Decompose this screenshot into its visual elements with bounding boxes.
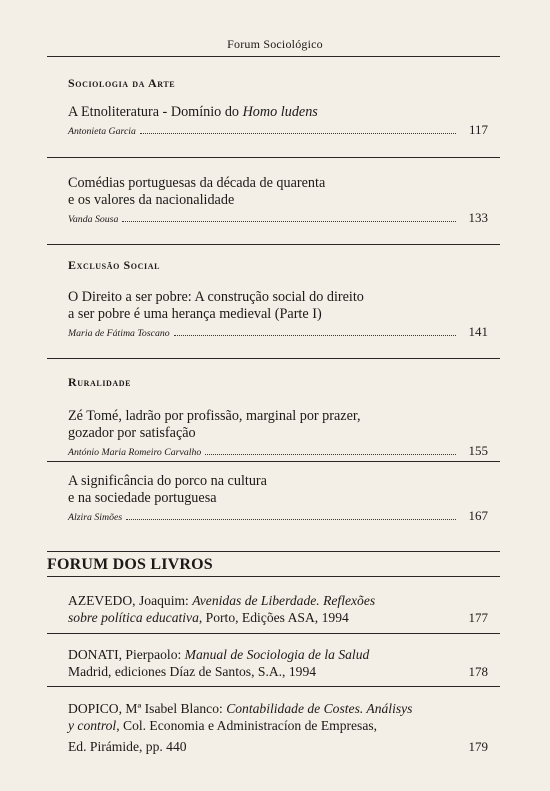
entry-page: 155 xyxy=(468,443,488,458)
book-review-entry[interactable] xyxy=(68,700,488,755)
book-author: DONATI, Pierpaolo: xyxy=(68,647,185,662)
entry-divider xyxy=(47,461,500,462)
forum-top-rule xyxy=(47,551,500,552)
forum-heading: FORUM DOS LIVROS xyxy=(47,556,213,573)
entry-divider xyxy=(47,157,500,158)
toc-entry[interactable] xyxy=(68,408,488,459)
entry-author: Alzira Simões xyxy=(68,512,123,523)
book-review-entry[interactable] xyxy=(68,646,488,680)
book-publisher: , Porto, Edições ASA, 1994 xyxy=(198,610,349,625)
book-title: Avenidas de Liberdade. Reflexões xyxy=(192,593,376,608)
entry-title: A significância do porco na cultura xyxy=(68,473,267,489)
section-divider xyxy=(47,358,500,359)
entry-title: A Etnoliteratura - Domínio do Homo ludens xyxy=(68,104,318,120)
dot-leader xyxy=(205,453,456,455)
book-title: Contabilidade de Costes. Análisys xyxy=(226,701,413,716)
dot-leader xyxy=(126,518,456,520)
book-publisher: Ed. Pirámide, pp. 440 xyxy=(68,739,187,754)
entry-title-cont: a ser pobre é uma herança medieval (Parte I) xyxy=(68,306,322,322)
toc-entry[interactable] xyxy=(68,175,488,226)
toc-entry[interactable] xyxy=(68,104,488,138)
entry-title-cont: e os valores da nacionalidade xyxy=(68,192,235,208)
entry-author: Vanda Sousa xyxy=(68,214,119,225)
section-divider xyxy=(47,244,500,245)
entry-title: Comédias portuguesas da década de quarenta xyxy=(68,175,326,191)
entry-divider xyxy=(47,633,500,634)
forum-underline xyxy=(47,576,500,577)
entry-page: 117 xyxy=(468,122,488,137)
book-title: Manual de Sociologia de la Salud xyxy=(184,647,370,662)
book-title-cont: y control xyxy=(68,718,117,733)
book-author: DOPICO, Mª Isabel Blanco: xyxy=(68,701,227,716)
entry-title-cont: gozador por satisfação xyxy=(68,425,196,441)
book-publisher: Madrid, ediciones Díaz de Santos, S.A., 1994 xyxy=(68,664,317,679)
entry-author: Maria de Fátima Toscano xyxy=(68,328,170,339)
book-page: 177 xyxy=(468,610,488,625)
book-page: 178 xyxy=(468,664,488,679)
entry-author: António Maria Romeiro Carvalho xyxy=(68,447,202,458)
header-rule xyxy=(47,56,500,57)
dot-leader xyxy=(140,132,456,134)
book-author: AZEVEDO, Joaquim: xyxy=(68,593,193,608)
entry-page: 133 xyxy=(468,210,488,225)
running-head: Forum Sociológico xyxy=(227,37,323,51)
entry-page: 141 xyxy=(468,324,488,339)
entry-author: Antonieta Garcia xyxy=(68,126,136,137)
entry-title: Zé Tomé, ladrão por profissão, marginal por prazer, xyxy=(68,408,361,424)
book-page: 179 xyxy=(468,739,488,754)
book-series: , Col. Economia e Administracíon de Empresas, xyxy=(116,718,378,733)
book-title-cont: sobre política educativa xyxy=(68,610,199,625)
entry-title-cont: e na sociedade portuguesa xyxy=(68,490,217,506)
section-heading: Exclusão Social xyxy=(68,258,161,272)
toc-entry[interactable] xyxy=(68,289,488,340)
toc-entry[interactable] xyxy=(68,473,488,524)
book-review-entry[interactable] xyxy=(68,592,488,626)
entry-divider xyxy=(47,686,500,687)
entry-title: O Direito a ser pobre: A construção social do direito xyxy=(68,289,364,305)
section-heading: Sociologia da Arte xyxy=(68,76,176,90)
section-heading: Ruralidade xyxy=(68,375,132,389)
entry-page: 167 xyxy=(468,508,488,523)
dot-leader xyxy=(174,334,456,336)
dot-leader xyxy=(122,220,456,222)
